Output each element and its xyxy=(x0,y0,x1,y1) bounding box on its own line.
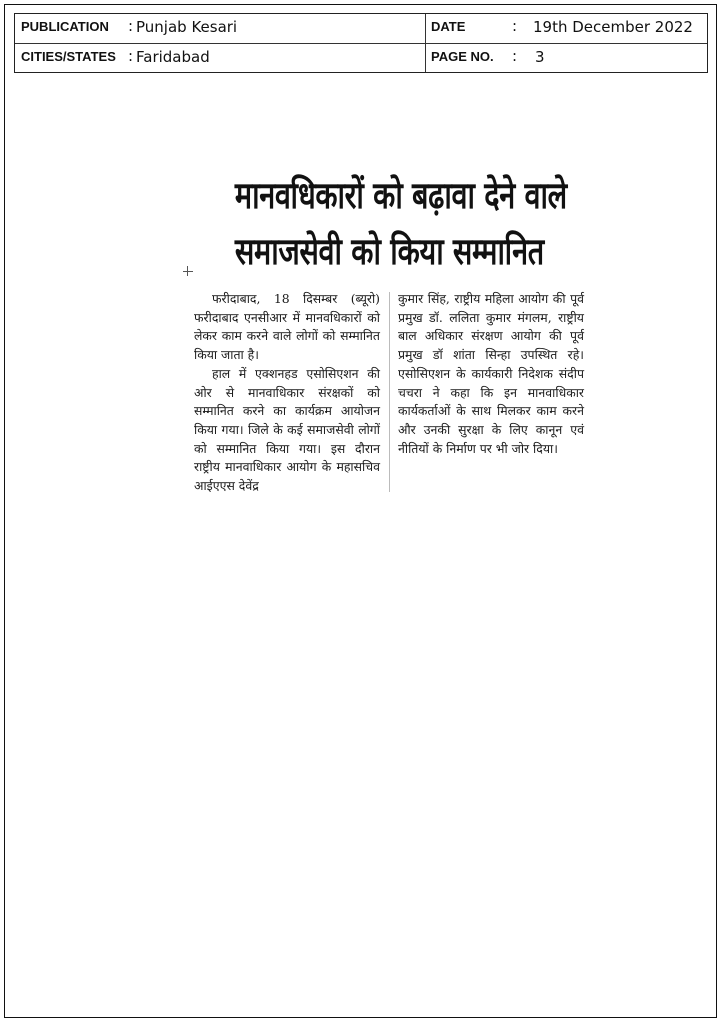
article-paragraph: कुमार सिंह, राष्ट्रीय महिला आयोग की पूर्व प्रमुख डॉ. ललिता कुमार मंगलम, राष्ट्रीय बाल अधिकार संरक्षण आयोग की पूर्व प्रमुख डॉ शांता सिन्हा उपस्थित रहे। एसोसिएशन के कार्यकारी निदेशक संदीप चचरा ने कहा कि इन मानवाधिकार कार्यकर्ताओं के साथ मिलकर काम करने और उनकी सुरक्षा के लिए कानून एवं नीतियों के निर्माण पर भी जोर दिया। xyxy=(398,291,584,456)
headline-line-2: समाजसेवी को किया सम्मानित xyxy=(234,230,544,273)
date-value: 19th December 2022 xyxy=(533,18,693,36)
article-column-2 xyxy=(398,290,584,458)
colon: : xyxy=(128,17,134,35)
header-row-publication xyxy=(15,14,707,44)
date-label: DATE xyxy=(431,19,466,34)
header-divider xyxy=(425,14,426,72)
column-divider xyxy=(389,292,390,492)
publication-label: PUBLICATION xyxy=(21,19,109,34)
article-headline xyxy=(192,168,582,280)
colon: : xyxy=(512,17,518,35)
page-value: 3 xyxy=(535,48,545,66)
article-paragraph: हाल में एक्शनहड एसोसिएशन की ओर से मानवाधिकार संरक्षकों को सम्मानित करने का कार्यक्रम आयोजन किया गया। जिले के कई समाजसेवी लोगों को सम्मानित किया गया। इस दौरान राष्ट्रीय मानवाधिकार आयोग के महासचिव आईएएस देवेंद्र xyxy=(194,365,380,494)
publication-value: Punjab Kesari xyxy=(136,18,238,36)
page-label: PAGE NO. xyxy=(431,49,494,64)
header-row-cities xyxy=(15,44,707,73)
article-column-1 xyxy=(194,290,380,496)
clipping-header-table xyxy=(14,13,708,73)
colon: : xyxy=(512,47,518,65)
page-frame xyxy=(4,4,717,1018)
article-paragraph: फरीदाबाद, 18 दिसम्बर (ब्यूरो) फरीदाबाद एनसीआर में मानवधिकारों को लेकर काम करने वाले लोगों को सम्मानित किया जाता है। xyxy=(194,291,380,363)
cities-value: Faridabad xyxy=(136,48,210,66)
cities-label: CITIES/STATES xyxy=(21,49,116,64)
headline-line-1: मानवधिकारों को बढ़ावा देने वाले xyxy=(234,174,567,217)
colon: : xyxy=(128,47,134,65)
